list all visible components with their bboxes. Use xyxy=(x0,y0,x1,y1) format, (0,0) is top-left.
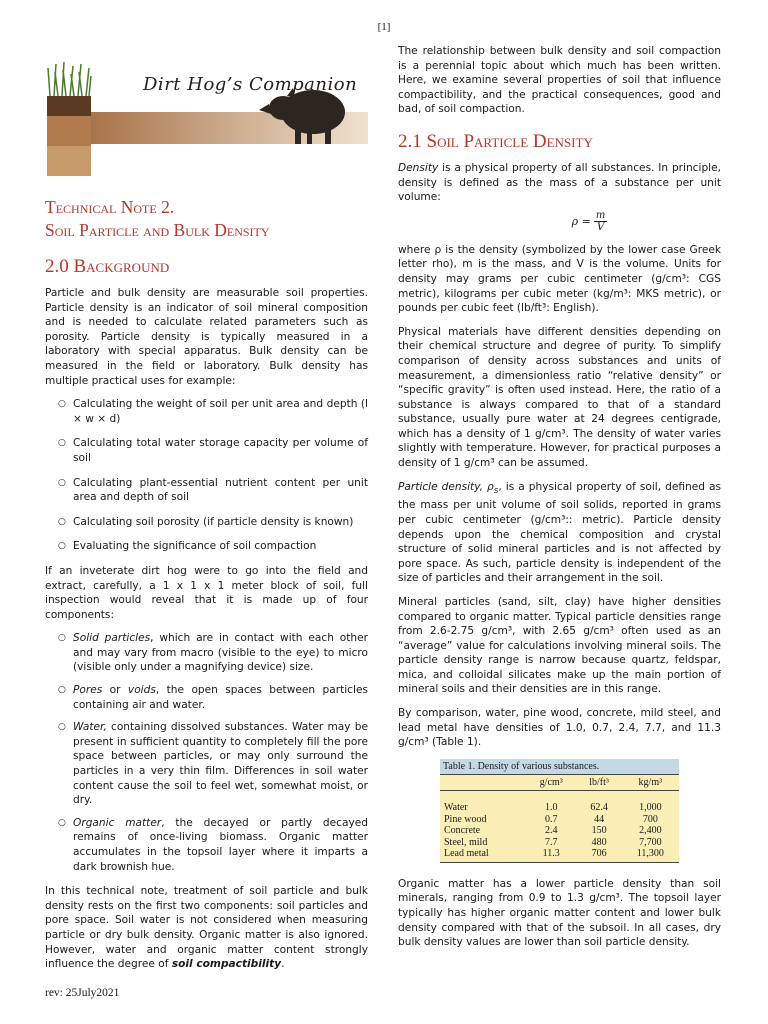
list-item: ○ Pores or voids, the open spaces between particles containing air and water. xyxy=(58,684,368,711)
right-column xyxy=(398,44,721,959)
dirt-hog-paragraph: If an inveterate dirt hog were to go into the field and extract, carefully, a 1 x 1 x 1 meter block of soil, full inspection would reveal that it is made up of four components: xyxy=(45,564,368,621)
bullet-icon: ○ xyxy=(58,477,66,488)
table-row: Water 1.0 62.4 1,000 xyxy=(444,802,662,814)
background-intro: Particle and bulk density are measurable soil properties. Particle density is an indicator of soil mineral composition and is needed to calculate related parameters such as porosity. Particle density is typically measured in a laboratory with special apparatus. Bulk density can be measured in the field or laboratory. Bulk density has multiple practical uses for example: xyxy=(45,287,368,387)
bullet-icon: ○ xyxy=(58,438,66,449)
list-item: ○ Evaluating the significance of soil compaction xyxy=(58,540,317,553)
organic-paragraph: Organic matter has a lower particle density than soil minerals, ranging from 0.9 to 1.3 g/cm³. The topsoil layer typically has higher organic matter content and lower bulk density compared with that of the subsoil. In all cases, dry bulk density values are lower than soil particle density. xyxy=(398,877,721,949)
bullet-icon: ○ xyxy=(58,685,66,696)
revision-footer: rev: 25July2021 xyxy=(45,987,120,999)
banner-title: Dirt Hog’s Companion xyxy=(143,74,358,95)
table-row: Lead metal 11.3 706 11,300 xyxy=(440,848,679,862)
list-item: ○ Calculating total water storage capacity per volume of soil xyxy=(58,437,368,464)
components-list xyxy=(45,631,368,874)
bullet-icon: ○ xyxy=(58,817,66,828)
list-item: ○ Water, containing dissolved substances. Water may be present in sufficient quantity to completely fill the pore space between particles, or may only surround the particles in a very thin film. Differences in soil water content cause the soil to feel wet, somewhat moist, or dry. xyxy=(58,721,368,807)
list-item: ○ Calculating soil porosity (if particle density is known) xyxy=(58,515,354,528)
list-item: ○ Organic matter, the decayed or partly decayed remains of once-living biomass. Organic matter accumulates in the topsoil layer where it imparts a dark brownish hue. xyxy=(58,816,368,873)
bullet-icon: ○ xyxy=(58,516,66,527)
density-table xyxy=(440,759,679,863)
column-header: g/cm³ xyxy=(526,775,577,791)
bullet-icon: ○ xyxy=(58,633,66,644)
list-item: ○ Solid particles, which are in contact with each other and may vary from macro (visible to the eye) to micro (visible only under a magnifying device) size. xyxy=(58,632,368,674)
where-paragraph: where ρ is the density (symbolized by the lower case Greek letter rho), m is the mass, and V is the volume. Units for density may grams per cubic centimeter (g/cm³: CGS metric), kilograms per cubic meter (kg/m³: MKS metric), or pounds per cubic feet (lb/ft³: English). xyxy=(398,243,721,315)
column-header: kg/m³ xyxy=(622,775,679,791)
uses-list xyxy=(45,397,368,554)
bullet-icon: ○ xyxy=(58,722,66,733)
banner-illustration xyxy=(45,50,368,180)
density-formula: ρ = $\frac{m}{V}$ xyxy=(571,209,606,233)
left-column xyxy=(45,44,368,981)
list-item: ○ Calculating the weight of soil per unit area and depth (l × w × d) xyxy=(58,398,368,425)
header-banner xyxy=(45,50,368,180)
table-row: Pine wood 0.7 44 700 xyxy=(444,813,658,825)
page-number: [1] xyxy=(377,21,391,33)
table-header-row xyxy=(440,775,679,791)
list-item: ○ Calculating plant-essential nutrient content per unit area and depth of soil xyxy=(58,476,368,504)
table-row: Steel, mild 7.7 480 7,700 xyxy=(444,836,662,848)
particle-density-heading: 2.1 Soil Particle Density xyxy=(398,130,593,152)
table-caption: Table 1. Density of various substances. xyxy=(440,759,679,775)
technical-note-line1: Technical Note 2. xyxy=(45,197,175,217)
bullet-icon: ○ xyxy=(58,541,66,552)
technical-note-line2: Soil Particle and Bulk Density xyxy=(45,220,270,240)
bullet-icon: ○ xyxy=(58,399,66,410)
technical-note-title xyxy=(45,196,368,242)
mineral-paragraph: Mineral particles (sand, silt, clay) have higher densities compared to organic matter. Typical particle densities range from 2.6-2.75 g/cm³, with 2.65 g/cm³ often used as an “average” value for calculations involving mineral soils. The particle density range is narrow because quartz, feldspar, mica, and colloidal silicates make up the main portion of mineral soils and their densities are in this range. xyxy=(398,595,721,696)
conclusion-paragraph: In this technical note, treatment of soil particle and bulk density rests on the first two components: soil particles and pore space. Soil water is not considered when measuring particle or dry bulk density. Organic matter is also ignored. However, water and organic matter content strongly influence the degree of soil compactibility. xyxy=(45,885,368,971)
density-paragraph: Density is a physical property of all substances. In principle, density is defined as the mass of a substance per unit volume: xyxy=(398,161,721,204)
particle-density-paragraph: Particle density, $\rho_s$, is a physical property of soil, defined as the mass per unit volume of soil solids, reported in grams per cubic centimeter (g/cm³:: metric). Particle density depends upon the chemical composition and crystal structure of solid mineral particles and is not affected by pore space. As such, particle density is independent of the size of particles and their arrangement in the soil. xyxy=(398,480,722,585)
right-intro: The relationship between bulk density and soil compaction is a perennial topic about which much has been written. Here, we examine several properties of soil that influence compactibility, and the practical consequences, good and bad, of soil compaction. xyxy=(398,45,721,116)
comparison-paragraph: By comparison, water, pine wood, concrete, mild steel, and lead metal have densities of 1.0, 0.7, 2.4, 7.7, and 11.3 g/cm³ (Table 1). xyxy=(398,707,721,749)
column-header: lb/ft³ xyxy=(577,775,622,791)
background-heading: 2.0 Background xyxy=(45,256,170,277)
physical-paragraph: Physical materials have different densities depending on their chemical structure and degree of purity. To simplify comparison of density across substances and units of measurement, a dimensionless ratio “relative density” or “specific gravity” is often used instead. Here, the ratio of a substance is always compared to that of a standard substance, usually pure water at 24 degrees centigrade, which has a density of 1 g/cm³. The density of water varies slightly with temperature. However, for practical purposes a density of 1 g/cm³ can be assumed. xyxy=(398,325,721,470)
table-row: Concrete 2.4 150 2,400 xyxy=(444,825,662,837)
